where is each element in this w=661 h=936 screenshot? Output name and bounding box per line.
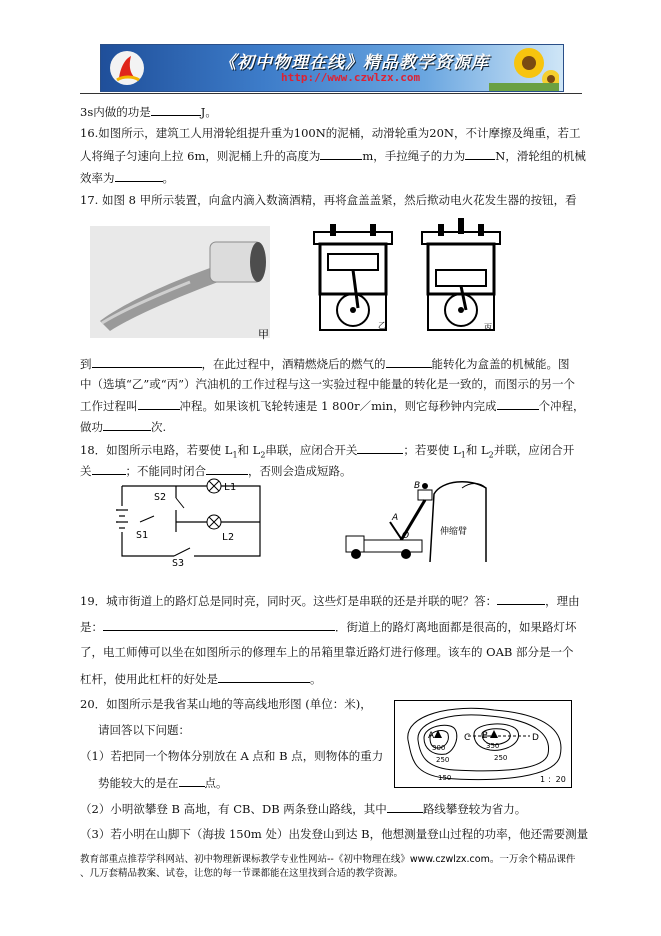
spark-generator-figure <box>90 226 280 344</box>
fig-label-jia: 甲 <box>258 328 269 341</box>
contour-250b: 250 <box>494 754 508 762</box>
header-banner <box>100 44 564 92</box>
q20-line1: 20．如图所示是我省某山地的等高线地形图 (单位：米)， <box>80 697 372 711</box>
contour-150: 150 <box>438 774 452 782</box>
q18-line1: 18．如图所示电路，若要使 $L_1$和 $L_2$串联，应闭合开关 ；若要使 $L_1$和 $L_2$并联，应闭合开 <box>80 443 575 460</box>
map-point-b: B <box>482 731 489 741</box>
switch-s3-label: S3 <box>172 558 185 568</box>
lamp-l1-label: L1 <box>224 482 237 493</box>
q19-line2: 是： ．街道上的路灯离地面都是很高的，如果路灯坏 <box>80 620 577 634</box>
repair-truck-diagram <box>330 474 490 566</box>
truck-point-o-label: O <box>402 531 410 541</box>
q17-line4: 工作过程叫 冲程。如果该机飞轮转速是 1 800r／min，则它每秒钟内完成 个冲程， <box>80 399 585 413</box>
truck-point-a-label: A <box>392 513 399 523</box>
telescopic-arm-label: 伸缩臂 <box>440 527 468 537</box>
q20-line6: （3）若小明在山脚下（海拔 150m 处）出发登山到达 B，他想测量登山过程的功率，他还需要测量 <box>80 827 589 841</box>
q19-line4: 杠杆，使用此杠杆的好处是 。 <box>80 672 322 686</box>
fig-label-bing: 丙 <box>484 323 492 332</box>
switch-s2-label: S2 <box>154 492 167 503</box>
header-url[interactable]: http://www.czwlzx.com <box>281 71 421 84</box>
map-point-a: A <box>428 731 435 741</box>
circuit-diagram <box>110 476 270 568</box>
q16-line1: 16.如图所示，建筑工人用滑轮组提升重为100N的泥桶，动滑轮重为20N，不计摩擦及绳重，若工 <box>80 126 581 140</box>
q16-line3: 效率为 。 <box>80 171 174 185</box>
engine-figure-bing <box>416 218 512 338</box>
lamp-l2-label: L2 <box>222 532 235 543</box>
footer-line2: 、几万套精品教案、试卷，让您的每一节课都能在这里找到合适的教学资源。 <box>80 868 404 879</box>
header-rule <box>80 93 582 94</box>
map-point-c: C <box>464 733 471 743</box>
q15-line: 3s内做的功是 J。 <box>80 105 217 119</box>
q17-line2: 到 ，在此过程中，酒精燃烧后的燃气的 能转化为盒盖的机械能。图 <box>80 357 570 371</box>
site-logo-icon <box>109 50 145 86</box>
page-footer <box>80 853 600 881</box>
footer-line1: 教育部重点推荐学科网站、初中物理新课标教学专业性网站--《初中物理在线》www.czwlzx.com。一万余个精品课件 <box>80 854 576 865</box>
q20-line3: （1）若把同一个物体分别放在 A 点和 B 点，则物体的重力 <box>80 749 384 763</box>
map-point-d: D <box>532 733 539 743</box>
q18-line2: 关 ；不能同时闭合 ，否则会造成短路。 <box>80 464 352 478</box>
q16-line2: 人将绳子匀速向上拉 6m，则泥桶上升的高度为 m，手拉绳子的力为 N，滑轮组的机械 <box>80 149 586 163</box>
header-title: 《初中物理在线》精品教学资源库 <box>219 53 489 73</box>
truck-point-b-label: B <box>414 481 421 491</box>
q20-line5: （2）小明欲攀登 B 高地，有 CB、DB 两条登山路线，其中 路线攀登较为省力。 <box>80 802 527 816</box>
q17-line5: 做功 次. <box>80 420 167 434</box>
engine-figure-yi <box>306 222 406 340</box>
contour-250a: 250 <box>436 756 450 764</box>
contour-map <box>394 700 572 788</box>
switch-s1-label: S1 <box>136 530 149 541</box>
q19-line3: 了，电工师傅可以坐在如图所示的修理车上的吊箱里靠近路灯进行修理。该车的 OAB 部分是一个 <box>80 645 574 659</box>
q19-line1: 19．城市街道上的路灯总是同时亮，同时灭。这些灯是串联的还是并联的呢？答： ，理由 <box>80 594 580 608</box>
sunflower-icon <box>489 45 559 91</box>
contour-300: 300 <box>432 744 446 752</box>
map-scale: 1 ：20 <box>540 775 566 784</box>
q17-line1: 17. 如图 8 甲所示装置，向盒内滴入数滴酒精，再将盒盖盖紧，然后揿动电火花发生器的按钮，看 <box>80 193 577 207</box>
fig-label-yi: 乙 <box>378 321 386 330</box>
contour-350: 350 <box>486 742 500 750</box>
q17-line3: 中（选填“乙”或“丙”）汽油机的工作过程与这一实验过程中能量的转化是一致的，而图示的另一个 <box>80 377 576 391</box>
q20-line4: 势能较大的是在 点。 <box>98 776 228 790</box>
q20-line2: 请回答以下问题： <box>98 723 190 737</box>
